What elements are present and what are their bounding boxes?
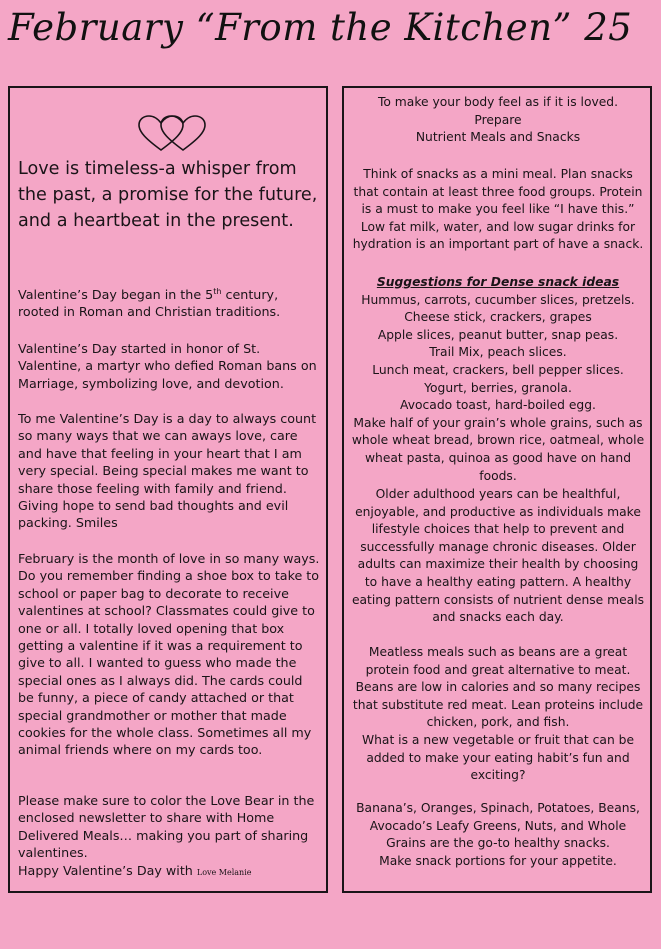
older-adults-paragraph: Older adulthood years can be healthful, enjoyable, and productive as individuals make lifestyle choices that help to prevent and successfully manage chronic diseases. Older adults can maximize their health by choosing to have a healthy eating pattern. A healthy eating pattern consists of nutrient dense meals and snacks each day.: [351, 487, 645, 625]
closing-line: Happy Valentine’s Day with Love Melanie: [18, 863, 252, 878]
list-item: Hummus, carrots, cucumber slices, pretzels.: [361, 292, 635, 307]
list-item: Lunch meat, crackers, bell pepper slices.: [372, 362, 624, 377]
suggestions-list: [350, 274, 646, 485]
st-valentine-paragraph: Valentine’s Day started in honor of St. Valentine, a martyr who defied Roman bans on Marriage, symbolizing love, and devotion.: [18, 341, 317, 391]
history-paragraph: Valentine’s Day began in the 5th century, rooted in Roman and Christian traditions.: [18, 286, 281, 320]
grains-paragraph: Make half of your grain’s whole grains, such as whole wheat bread, brown rice, oatmeal, whole wheat pasta, quinoa as good have on hand foods.: [351, 415, 645, 483]
personal-paragraph: To me Valentine’s Day is a day to always count so many ways that we can aways love, care and have that feeling in your heart that I am very special. Being special makes me want to share those feeling with family and friend. Giving hope to send bad thoughts and evil packing. Smiles: [18, 411, 317, 531]
meatless-paragraph: Meatless meals such as beans are a great protein food and great alternative to meat. Beans are low in calories and so many recipes that substitute red meat. Lean proteins include chicken, pork, and fish. What is a new vegetable or fruit that can be added to make your eating habit’s fun and exciting?: [350, 644, 646, 785]
list-item: Apple slices, peanut butter, snap peas.: [377, 327, 619, 342]
left-column: [8, 86, 328, 893]
signature: Love Melanie: [196, 868, 252, 877]
right-column: [342, 86, 652, 893]
go-to-snacks-paragraph: Banana’s, Oranges, Spinach, Potatoes, Beans, Avocado’s Leafy Greens, Nuts, and Whole Grains are the go-to healthy snacks. Make snack portions for your appetite.: [356, 801, 640, 868]
double-heart-icon: [136, 114, 208, 154]
love-quote: Love is timeless-a whisper from the past, a promise for the future, and a heartbeat in the present.: [18, 159, 318, 231]
list-item: Avocado toast, hard-boiled egg.: [400, 398, 596, 413]
list-item: Cheese stick, crackers, grapes: [404, 310, 592, 325]
question-text: What is a new vegetable or fruit that can be added to make your eating habit’s fun and exciting?: [361, 732, 635, 783]
february-paragraph: February is the month of love in so many ways. Do you remember finding a shoe box to take to school or paper bag to decorate to receive valentines at school? Classmates could give to one or all. I totally loved opening that box getting a valentine if it was a requirement to give to all. I wanted to guess who made the special ones as I always did. The cards could be funny, a piece of candy attached or that special grandmother or mother that made cookies for the whole class. Sometimes all my animal friends where on my cards too.: [18, 551, 320, 758]
snacks-paragraph: Think of snacks as a mini meal. Plan snacks that contain at least three food groups. Protein is a must to make you feel like “I have this.” Low fat milk, water, and low sugar drinks for hydration is an important part of have a snack.: [352, 167, 644, 252]
suggestions-title: Suggestions for Dense snack ideas: [376, 275, 620, 289]
list-item: Trail Mix, peach slices.: [429, 345, 567, 360]
love-bear-paragraph: Please make sure to color the Love Bear in the enclosed newsletter to share with Home Delivered Meals… making you part of sharing valentines.: [18, 793, 315, 861]
list-item: Yogurt, berries, granola.: [424, 380, 572, 395]
intro-block: To make your body feel as if it is loved. Prepare Nutrient Meals and Snacks: [377, 95, 619, 145]
page-title: February “From the Kitchen” 25: [8, 6, 633, 49]
